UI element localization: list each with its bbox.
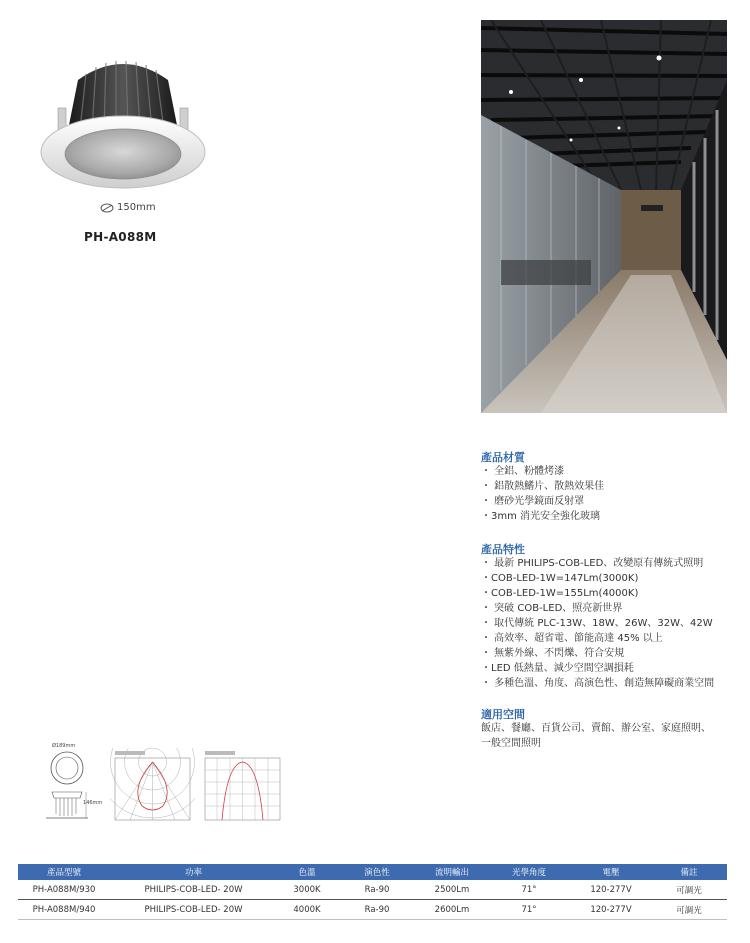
list-item: ・COB-LED-1W=147Lm(3000K) — [481, 573, 639, 584]
table-row — [18, 880, 727, 900]
spec-table — [18, 864, 727, 920]
cell-voltage: 120-277V — [571, 880, 651, 900]
cell-power: PHILIPS-COB-LED- 20W — [110, 900, 277, 920]
list-item: ・ 取代傳統 PLC-13W、18W、26W、32W、42W — [481, 618, 713, 629]
cell-lumen: 2600Lm — [417, 900, 487, 920]
header-voltage: 電壓 — [571, 864, 651, 880]
list-item: ・ 磨砂光學鏡面反射罩 — [481, 496, 585, 507]
usage-line: 一般空間照明 — [481, 738, 541, 749]
installation-photo — [481, 20, 727, 413]
materials-title: 產品材質 — [481, 451, 525, 464]
header-beam-angle: 光學角度 — [487, 864, 571, 880]
cell-model: PH-A088M/930 — [18, 880, 110, 900]
height-label: 146mm — [83, 800, 103, 806]
features-title: 產品特性 — [481, 543, 525, 556]
table-header-row — [18, 864, 727, 880]
header-model: 產品型號 — [18, 864, 110, 880]
list-item: ・ 無紫外線、不閃爍、符合安規 — [481, 648, 625, 659]
list-item: ・ 高效率、超省電、節能高達 45% 以上 — [481, 633, 663, 644]
cell-cct: 3000K — [277, 880, 337, 900]
diameter-label — [100, 202, 156, 213]
cell-cct: 4000K — [277, 900, 337, 920]
diameter-icon — [100, 203, 114, 213]
diameter-value: 150mm — [117, 202, 156, 213]
list-item: ・3mm 消光安全強化玻璃 — [481, 511, 601, 522]
list-item: ・ 最新 PHILIPS-COB-LED、改變原有傳統式照明 — [481, 558, 704, 569]
header-note: 備註 — [651, 864, 727, 880]
cell-model: PH-A088M/940 — [18, 900, 110, 920]
list-item: ・ 多種色溫、角度、高演色性、創造無障礙商業空間 — [481, 678, 715, 689]
features-list — [481, 556, 714, 691]
list-item: ・ 全鋁、粉體烤漆 — [481, 466, 565, 477]
table-row — [18, 900, 727, 920]
product-image — [28, 50, 218, 200]
list-item: ・LED 低熱量、減少空間空調損耗 — [481, 663, 634, 674]
list-item: ・COB-LED-1W=155Lm(4000K) — [481, 588, 639, 599]
usage-title: 適用空間 — [481, 708, 525, 721]
polar-distribution-chart — [110, 748, 195, 826]
cell-cri: Ra-90 — [337, 900, 417, 920]
list-item: ・ 突破 COB-LED、照亮新世界 — [481, 603, 623, 614]
linear-distribution-chart — [200, 748, 285, 826]
cell-lumen: 2500Lm — [417, 880, 487, 900]
cell-note: 可調光 — [651, 900, 727, 920]
model-name: PH-A088M — [84, 230, 157, 244]
dimension-drawing — [40, 740, 110, 830]
header-cct: 色溫 — [277, 864, 337, 880]
cutout-label: Ø189mm — [52, 743, 76, 749]
header-cri: 演色性 — [337, 864, 417, 880]
header-lumen: 流明輸出 — [417, 864, 487, 880]
cell-beam-angle: 71° — [487, 900, 571, 920]
header-power: 功率 — [110, 864, 277, 880]
usage-line: 飯店、餐廳、百貨公司、賣館、辦公室、家庭照明、 — [481, 723, 711, 734]
cell-cri: Ra-90 — [337, 880, 417, 900]
cell-voltage: 120-277V — [571, 900, 651, 920]
list-item: ・ 鋁散熱鰭片、散熱效果佳 — [481, 481, 605, 492]
materials-list — [481, 464, 604, 524]
usage-text — [481, 721, 731, 751]
cell-power: PHILIPS-COB-LED- 20W — [110, 880, 277, 900]
cell-note: 可調光 — [651, 880, 727, 900]
cell-beam-angle: 71° — [487, 880, 571, 900]
